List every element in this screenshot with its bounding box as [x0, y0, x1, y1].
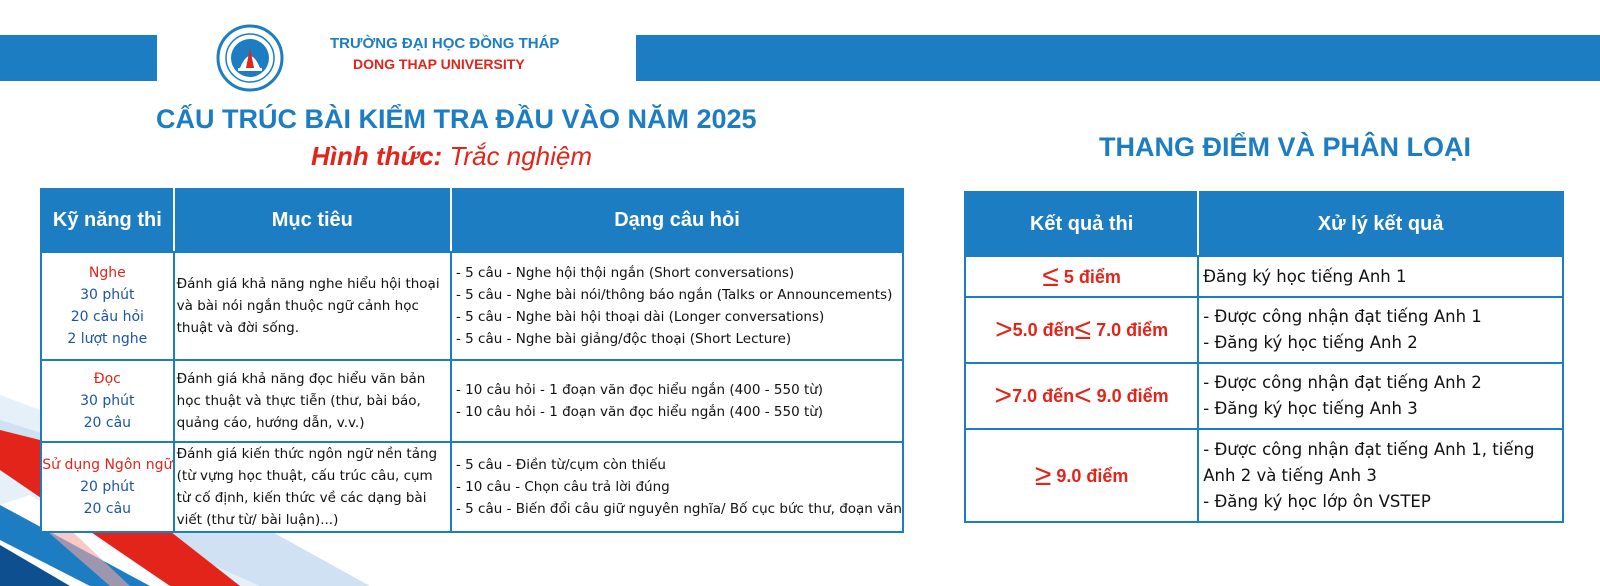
test-structure-title: CẤU TRÚC BÀI KIỂM TRA ĐẦU VÀO NĂM 2025 — [156, 104, 757, 134]
column-header: Xử lý kết quả — [1198, 192, 1563, 256]
action-cell — [1198, 297, 1563, 363]
result-text: 9.0 điểm — [1091, 386, 1169, 406]
question-type-item: - 5 câu - Nghe hội thội ngắn (Short conversations) — [456, 265, 795, 281]
table-row — [965, 429, 1563, 522]
comparison-symbol: ≤ — [1042, 259, 1059, 293]
question-type-item: - 10 câu hỏi - 1 đoạn văn đọc hiểu ngắn (400 - 550 từ) — [456, 404, 824, 420]
skill-cell — [41, 252, 174, 360]
action-cell — [1198, 256, 1563, 297]
format-value: Trắc nghiệm — [449, 141, 593, 171]
column-header: Kết quả thi — [965, 192, 1198, 256]
format-label: Hình thức: — [311, 141, 443, 171]
column-header: Kỹ năng thi — [41, 189, 174, 252]
column-header: Mục tiêu — [174, 189, 451, 252]
table-row — [41, 360, 903, 442]
action-item: - Được công nhận đạt tiếng Anh 2 — [1203, 373, 1482, 392]
comparison-symbol: ≤ — [1074, 313, 1092, 346]
skill-detail: 20 câu — [83, 501, 132, 517]
question-type-item: - 5 câu - Biến đổi câu giữ nguyên nghĩa/ Bố cục bức thư, đoạn văn — [456, 501, 902, 517]
question-type-item: - 10 câu hỏi - 1 đoạn văn đọc hiểu ngắn (400 - 550 từ) — [456, 382, 824, 398]
result-text: 5.0 đến — [1012, 320, 1075, 340]
action-item: - Đăng ký học tiếng Anh 3 — [1203, 399, 1418, 418]
university-name-en: DONG THAP UNIVERSITY — [353, 56, 525, 72]
question-type-item: - 5 câu - Nghe bài nói/thông báo ngắn (Talks or Announcements) — [456, 287, 893, 303]
skill-detail: 20 câu hỏi — [70, 309, 144, 325]
action-item: - Được công nhận đạt tiếng Anh 1 — [1203, 307, 1482, 326]
column-header: Dạng câu hỏi — [451, 189, 903, 252]
table-row — [965, 297, 1563, 363]
skill-detail: 30 phút — [80, 287, 135, 303]
skill-name: Sử dụng Ngôn ngữ — [42, 457, 173, 473]
grading-table — [964, 191, 1564, 523]
action-item: Đăng ký học tiếng Anh 1 — [1203, 266, 1407, 286]
university-name-vn: TRƯỜNG ĐẠI HỌC ĐỒNG THÁP — [330, 35, 560, 52]
question-type-item: - 5 câu - Nghe bài giảng/độc thoại (Short Lecture) — [456, 331, 792, 347]
header-bar-left — [0, 35, 157, 81]
skill-detail: 20 phút — [80, 479, 135, 495]
action-item: - Đăng ký học lớp ôn VSTEP — [1203, 491, 1431, 511]
question-type-item: - 5 câu - Nghe bài hội thoại dài (Longer conversations) — [456, 309, 825, 325]
comparison-symbol: ≥ — [1034, 458, 1052, 492]
skill-detail: 2 lượt nghe — [67, 331, 148, 347]
comparison-symbol: > — [994, 379, 1013, 412]
table-row — [41, 442, 903, 532]
test-structure-table — [40, 188, 904, 533]
skill-name: Đọc — [93, 371, 121, 387]
skill-name: Nghe — [88, 265, 126, 281]
test-format-line — [311, 141, 592, 172]
result-text: 5 điểm — [1058, 266, 1121, 287]
comparison-symbol: > — [995, 313, 1013, 346]
action-cell — [1198, 429, 1563, 522]
skill-detail: 20 câu — [83, 415, 132, 431]
grading-title: THANG ĐIỂM VÀ PHÂN LOẠI — [1099, 132, 1472, 162]
result-text: 7.0 đến — [1012, 386, 1075, 406]
university-seal-logo — [216, 24, 284, 92]
action-item: - Đăng ký học tiếng Anh 2 — [1203, 333, 1418, 352]
comparison-symbol: < — [1074, 379, 1092, 412]
question-type-cell — [451, 442, 903, 532]
question-type-cell — [451, 252, 903, 360]
question-type-cell — [451, 360, 903, 442]
question-type-item: - 5 câu - Điền từ/cụm còn thiếu — [456, 457, 666, 473]
skill-detail: 30 phút — [80, 393, 135, 409]
objective-cell: Đánh giá khả năng nghe hiểu hội thoại và bài nói ngắn thuộc ngữ cảnh học thuật và đời sống. — [174, 252, 451, 360]
header-bar-right — [636, 35, 1600, 81]
table-header-row — [41, 189, 903, 252]
action-cell — [1198, 363, 1563, 429]
action-item: - Được công nhận đạt tiếng Anh 1, tiếng Anh 2 và tiếng Anh 3 — [1203, 439, 1535, 485]
question-type-item: - 10 câu - Chọn câu trả lời đúng — [456, 479, 670, 495]
result-text: 7.0 điểm — [1091, 320, 1169, 340]
result-text: 9.0 điểm — [1051, 465, 1129, 486]
table-row — [41, 252, 903, 360]
skill-cell — [41, 360, 174, 442]
table-row — [965, 363, 1563, 429]
objective-cell: Đánh giá kiến thức ngôn ngữ nền tảng (từ vựng học thuật, cấu trúc câu, cụm từ cố định, kiến thức về các dạng bài viết (thư từ/ bài luận)...) — [174, 442, 451, 532]
objective-cell: Đánh giá khả năng đọc hiểu văn bản học thuật và thực tiễn (thư, bài báo, quảng cáo, hướng dẫn, v.v.) — [174, 360, 451, 442]
result-cell — [965, 297, 1198, 363]
result-cell — [965, 256, 1198, 297]
skill-cell — [41, 442, 174, 532]
table-header-row — [965, 192, 1563, 256]
result-cell — [965, 429, 1198, 522]
result-cell — [965, 363, 1198, 429]
table-row — [965, 256, 1563, 297]
